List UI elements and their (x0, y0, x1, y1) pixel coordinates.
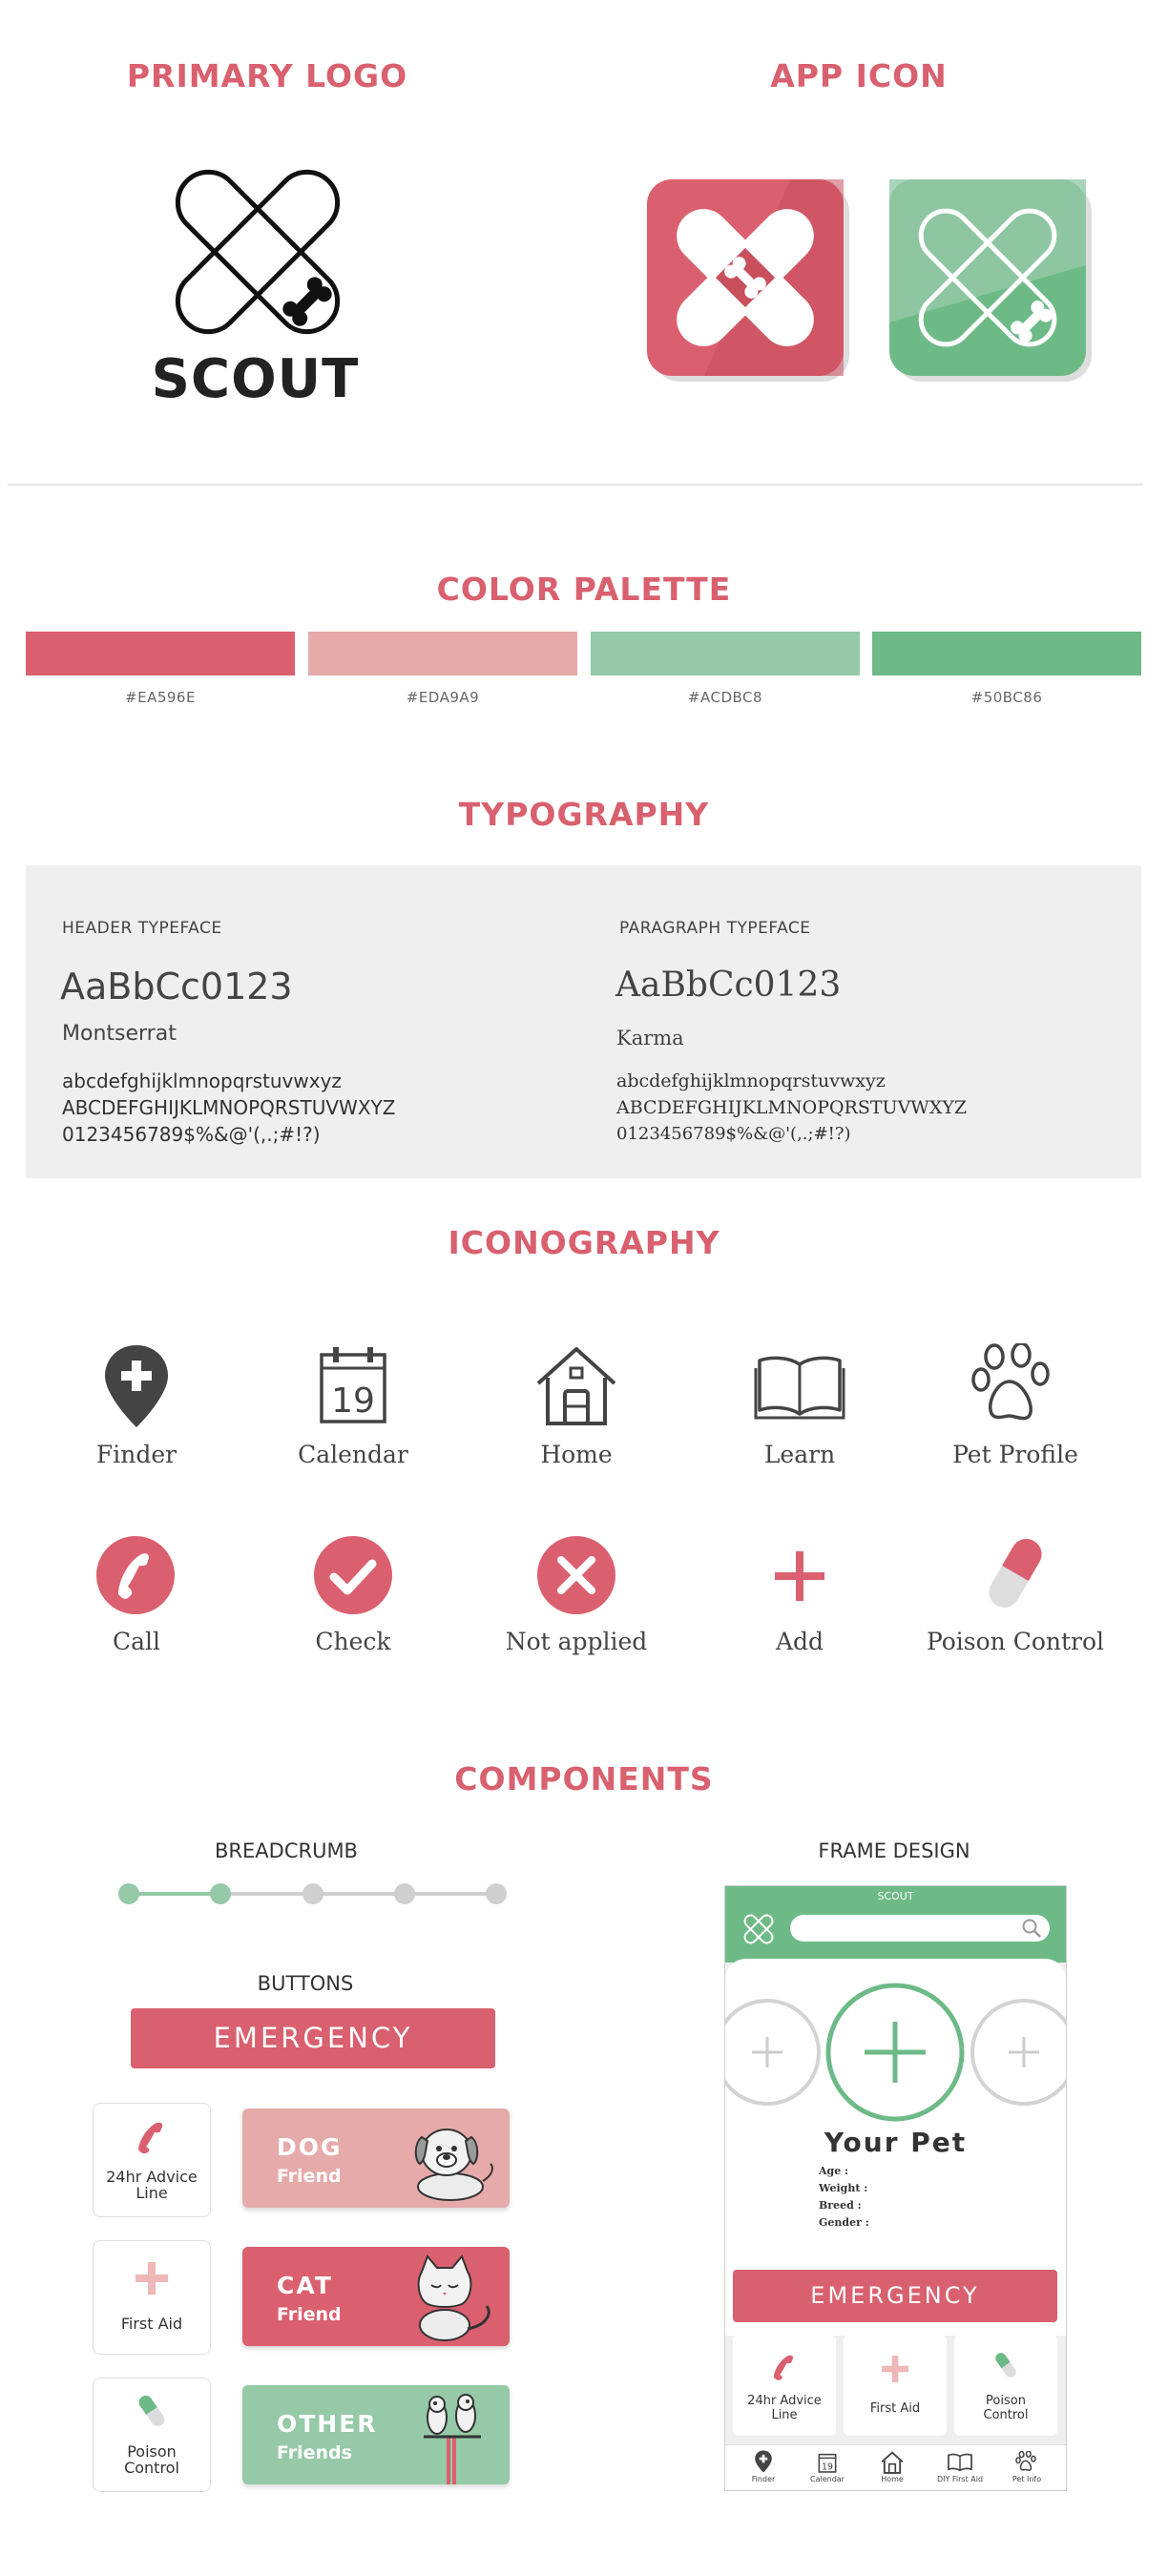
add-icon (773, 1549, 826, 1603)
frame-card-label-1: First Aid (869, 2401, 921, 2416)
paragraph-digits: 0123456789$%&@'(,.;#!?) (616, 1124, 851, 1144)
learn-icon (754, 1353, 845, 1420)
nav-label-calendar: Calendar (810, 2475, 845, 2483)
calendar-day: 19 (331, 1381, 375, 1421)
frame-first-aid-card[interactable] (844, 2335, 947, 2436)
nav-first-aid-icon[interactable] (947, 2453, 973, 2472)
birds-icon (410, 2389, 496, 2484)
breadcrumb (115, 1880, 515, 1908)
frame-design-label: FRAME DESIGN (818, 1839, 970, 1862)
header-sample: AaBbCc0123 (60, 966, 293, 1008)
nav-home-icon[interactable] (881, 2451, 904, 2474)
dog-icon (407, 2114, 498, 2202)
cat-icon (405, 2253, 500, 2342)
cat-friend-button[interactable] (242, 2247, 510, 2346)
pet-title: Your Pet (824, 2127, 968, 2158)
color-palette-title: COLOR PALETTE (436, 571, 732, 608)
friend-title: DOG (277, 2133, 343, 2161)
divider (8, 484, 1143, 486)
frame-poison-card[interactable] (954, 2335, 1057, 2436)
icon-label-pet-profile: Pet Profile (952, 1441, 1078, 1468)
header-lowercase: abcdefghijklmnopqrstuvwxyz (62, 1070, 342, 1092)
app-icon-green (889, 179, 1097, 387)
breadcrumb-step-4 (394, 1883, 415, 1904)
call-icon (95, 1535, 176, 1615)
swatch-2 (308, 632, 577, 675)
poison-control-button[interactable] (93, 2378, 211, 2492)
finder-icon (103, 1343, 170, 1429)
frame-search-input[interactable] (790, 1915, 1050, 1942)
poison-pill-icon (994, 2350, 1017, 2380)
poison-pill-icon (137, 2392, 166, 2430)
nav-label-diy-first-aid: DIY First Aid (936, 2475, 984, 2483)
swatch-label-2: #EDA9A9 (406, 689, 480, 706)
dog-friend-button[interactable] (242, 2109, 510, 2208)
pet-field-age: Age : (819, 2165, 849, 2177)
swatch-label-4: #50BC86 (970, 689, 1043, 706)
swatch-label-3: #ACDBC8 (687, 689, 763, 706)
frame-card-label-2: Line (771, 2408, 798, 2422)
icon-label-learn: Learn (763, 1441, 836, 1468)
friend-title: OTHER (277, 2410, 378, 2438)
calendar-icon (319, 1345, 387, 1425)
search-icon[interactable] (1021, 1918, 1042, 1939)
frame-app-name: SCOUT (877, 1890, 914, 1902)
breadcrumb-label: BREADCRUMB (215, 1839, 358, 1862)
primary-logo-title: PRIMARY LOGO (126, 57, 408, 94)
pet-field-gender: Gender : (819, 2216, 869, 2229)
icon-label-poison-control: Poison Control (926, 1628, 1105, 1655)
home-icon (534, 1343, 618, 1427)
frame-card-label-1: Poison (986, 2394, 1026, 2408)
card-label-line-1: First Aid (120, 2315, 183, 2333)
breadcrumb-step-1 (118, 1883, 139, 1904)
frame-design (724, 1885, 1067, 2491)
friend-subtitle: Friend (277, 2166, 342, 2187)
breadcrumb-step-2 (210, 1883, 231, 1904)
icon-label-finder: Finder (95, 1441, 177, 1468)
emergency-button[interactable]: EMERGENCY (131, 2008, 495, 2068)
paragraph-lowercase: abcdefghijklmnopqrstuvwxyz (616, 1070, 886, 1091)
paragraph-uppercase: ABCDEFGHIJKLMNOPQRSTUVWXYZ (616, 1097, 968, 1118)
app-icon-title: APP ICON (770, 57, 948, 94)
friend-subtitle: Friends (277, 2442, 352, 2463)
paragraph-font-name: Karma (616, 1027, 684, 1049)
paragraph-typeface-label: PARAGRAPH TYPEFACE (619, 919, 811, 938)
other-friends-button[interactable] (242, 2385, 510, 2484)
card-label-line-1: 24hr Advice (106, 2168, 198, 2186)
paragraph-sample: AaBbCc0123 (615, 966, 842, 1005)
nav-label-home: Home (881, 2475, 904, 2483)
icon-label-check: Check (315, 1628, 391, 1655)
typography-title: TYPOGRAPHY (458, 796, 710, 833)
frame-emergency-button[interactable]: EMERGENCY (733, 2270, 1057, 2322)
header-typeface-label: HEADER TYPEFACE (62, 919, 222, 938)
card-label-line-2: Control (124, 2459, 179, 2477)
call-icon (137, 2121, 166, 2153)
header-uppercase: ABCDEFGHIJKLMNOPQRSTUVWXYZ (62, 1096, 396, 1119)
pet-field-breed: Breed : (819, 2199, 862, 2212)
swatch-label-1: #EA596E (125, 689, 196, 706)
pet-carousel[interactable] (725, 1978, 1066, 2130)
scout-logo-icon (157, 155, 358, 350)
friend-title: CAT (277, 2272, 333, 2299)
breadcrumb-step-3 (302, 1883, 323, 1904)
call-icon (773, 2354, 796, 2380)
first-aid-button[interactable] (93, 2240, 211, 2355)
header-font-name: Montserrat (62, 1022, 177, 1046)
nav-label-pet-info: Pet Info (1012, 2475, 1042, 2483)
poison-control-icon (983, 1532, 1048, 1614)
breadcrumb-step-5 (486, 1883, 507, 1904)
advice-line-button[interactable] (93, 2103, 211, 2217)
card-label-line-2: Line (136, 2184, 168, 2202)
check-icon (313, 1535, 393, 1615)
nav-pet-info-icon[interactable] (1015, 2451, 1038, 2472)
icon-label-calendar: Calendar (298, 1441, 408, 1468)
frame-logo-icon (740, 1911, 777, 1947)
friend-subtitle: Friend (277, 2304, 342, 2325)
nav-finder-icon[interactable] (754, 2450, 773, 2473)
first-aid-icon (136, 2262, 168, 2295)
nav-calendar-icon[interactable] (818, 2452, 837, 2473)
components-title: COMPONENTS (454, 1760, 714, 1797)
card-label-line-1: Poison (127, 2442, 177, 2461)
swatch-1 (26, 632, 295, 675)
logo-wordmark: SCOUT (151, 348, 360, 410)
icon-label-call: Call (112, 1628, 161, 1655)
not-applied-icon (536, 1535, 616, 1615)
nav-label-finder: Finder (751, 2475, 776, 2483)
frame-card-label-2: Control (983, 2408, 1029, 2422)
frame-card-label-1: 24hr Advice (747, 2394, 822, 2408)
swatch-3 (591, 632, 860, 675)
header-digits: 0123456789$%&@'(,.;#!?) (62, 1123, 321, 1146)
icon-label-add: Add (775, 1628, 824, 1655)
first-aid-icon (882, 2356, 908, 2382)
icon-label-home: Home (540, 1441, 613, 1468)
frame-advice-card[interactable] (733, 2335, 836, 2436)
app-icon-red (647, 179, 855, 387)
iconography-title: ICONOGRAPHY (448, 1224, 720, 1261)
pet-profile-icon (971, 1343, 1057, 1425)
nav-calendar-day: 19 (822, 2462, 833, 2473)
buttons-label: BUTTONS (257, 1972, 354, 1995)
pet-field-weight: Weight : (819, 2182, 868, 2194)
icon-label-not-applied: Not applied (505, 1628, 648, 1655)
swatch-4 (872, 632, 1141, 675)
